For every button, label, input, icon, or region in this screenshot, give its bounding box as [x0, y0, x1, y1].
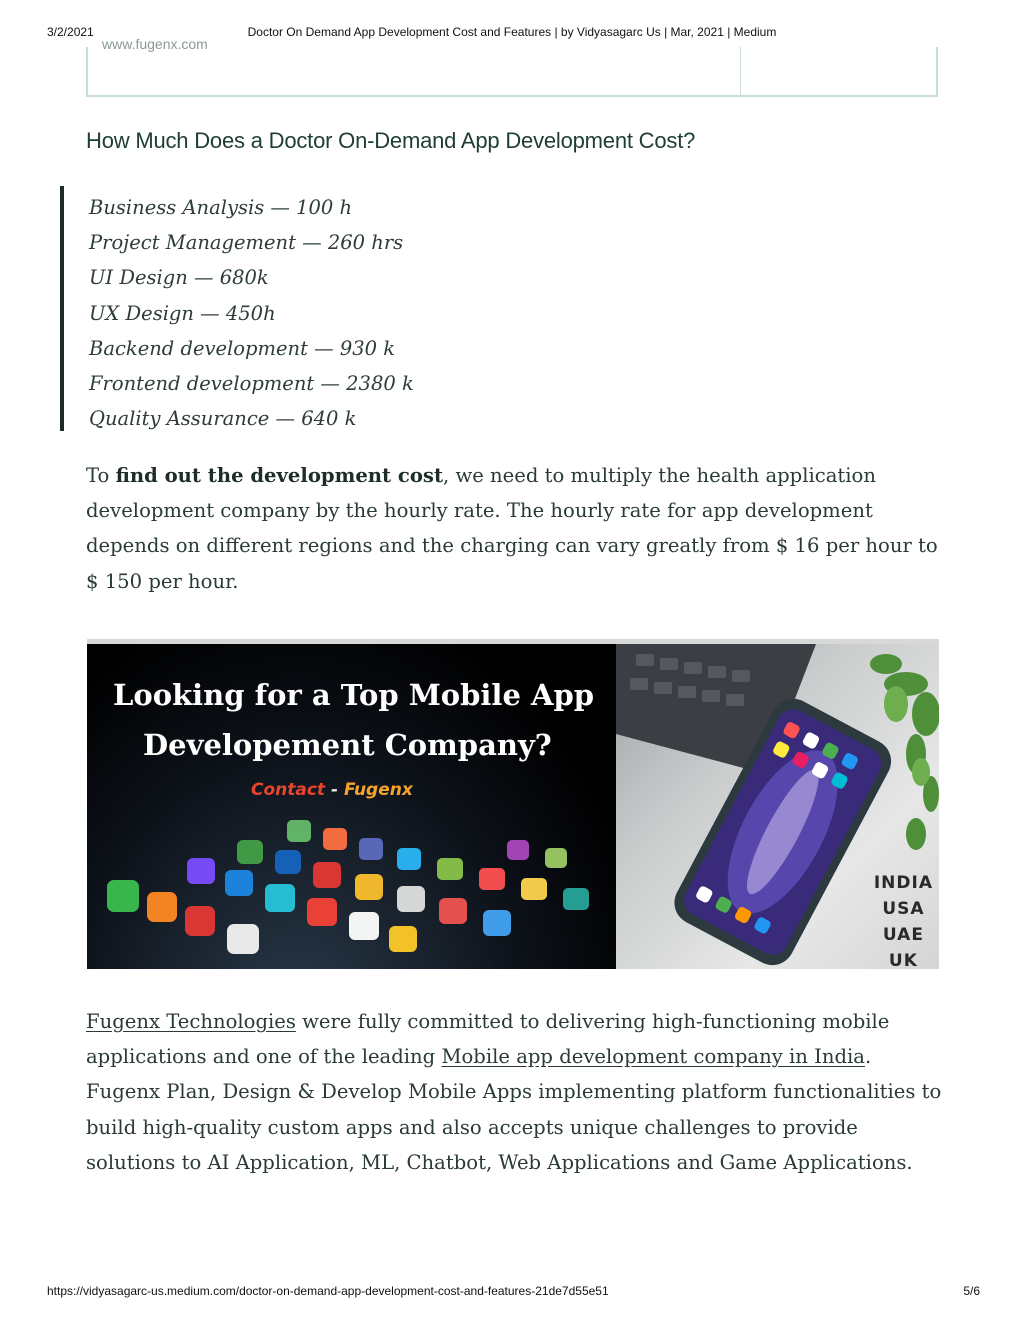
para-bold-phrase: find out the development cost [115, 464, 443, 487]
promo-title-line-2: Developement Company? [143, 728, 552, 762]
cost-blockquote [60, 186, 660, 431]
promo-left-panel [87, 644, 616, 969]
print-page-number: 5/6 [963, 1284, 980, 1298]
cost-list [89, 190, 414, 436]
cost-item-business-analysis: Business Analysis — 100 h [89, 196, 353, 219]
region-uk: UK [888, 951, 918, 969]
link-preview-divider [740, 47, 741, 95]
fugenx-technologies-link[interactable]: Fugenx Technologies [86, 1010, 296, 1033]
promo-title-line-1: Looking for a Top Mobile App [113, 678, 595, 712]
link-preview-card[interactable] [86, 36, 938, 97]
section-heading: How Much Does a Doctor On-Demand App Development Cost? [86, 128, 696, 153]
promo-contact-label: Contact [251, 780, 326, 800]
print-date: 3/2/2021 [47, 25, 94, 39]
cost-item-ux-design: UX Design — 450h [89, 301, 276, 325]
promo-contact-separator: - [325, 780, 344, 800]
para2-text-2: . Fugenx Plan, Design & Develop Mobile Apps implementing platform functionalities to build high-quality custom apps and also accepts unique challenges to provide solutions to AI Application, ML, Chatbot, Web Applications and Game Applications. [86, 1045, 942, 1174]
print-page-title: Doctor On Demand App Development Cost and Features | by Vidyasagarc Us | Mar, 2021 | Medium [247, 25, 777, 39]
blockquote-bar [60, 186, 64, 431]
fugenx-paragraph [86, 1004, 946, 1180]
print-footer [0, 1284, 1024, 1300]
promo-banner-image [87, 639, 939, 969]
cost-item-project-management: Project Management — 260 hrs [89, 231, 404, 255]
para-rest: , we need to multiply the health application development company by the hourly rate. The hourly rate for app development depends on different regions and the charging can vary greatly from $ 16 per hour to $ 150 per hour. [86, 464, 938, 593]
promo-contact-name: Fugenx [343, 780, 413, 800]
region-usa: USA [882, 899, 925, 919]
cost-item-qa: Quality Assurance — 640 k [89, 407, 357, 431]
mobile-app-company-link[interactable]: Mobile app development company in India [441, 1045, 865, 1069]
para-lead: To [86, 464, 116, 487]
cost-item-backend: Backend development — 930 k [89, 336, 396, 360]
para2-text-1: were fully committed to delivering high-functioning mobile applications and one of the leading [86, 1010, 890, 1069]
promo-right-panel [616, 644, 939, 969]
cost-explanation-paragraph [86, 458, 946, 599]
link-preview-url[interactable]: www.fugenx.com [102, 36, 208, 52]
region-india: INDIA [873, 873, 933, 893]
promo-title [87, 670, 616, 770]
print-footer-url: https://vidyasagarc-us.medium.com/doctor-on-demand-app-development-cost-and-features-21de7d55e51 [47, 1284, 609, 1298]
promo-contact [251, 780, 413, 800]
region-uae: UAE [882, 925, 924, 945]
cost-item-frontend: Frontend development — 2380 k [89, 372, 414, 396]
cost-item-ui-design: UI Design — 680k [89, 266, 269, 290]
promo-regions [874, 870, 933, 969]
